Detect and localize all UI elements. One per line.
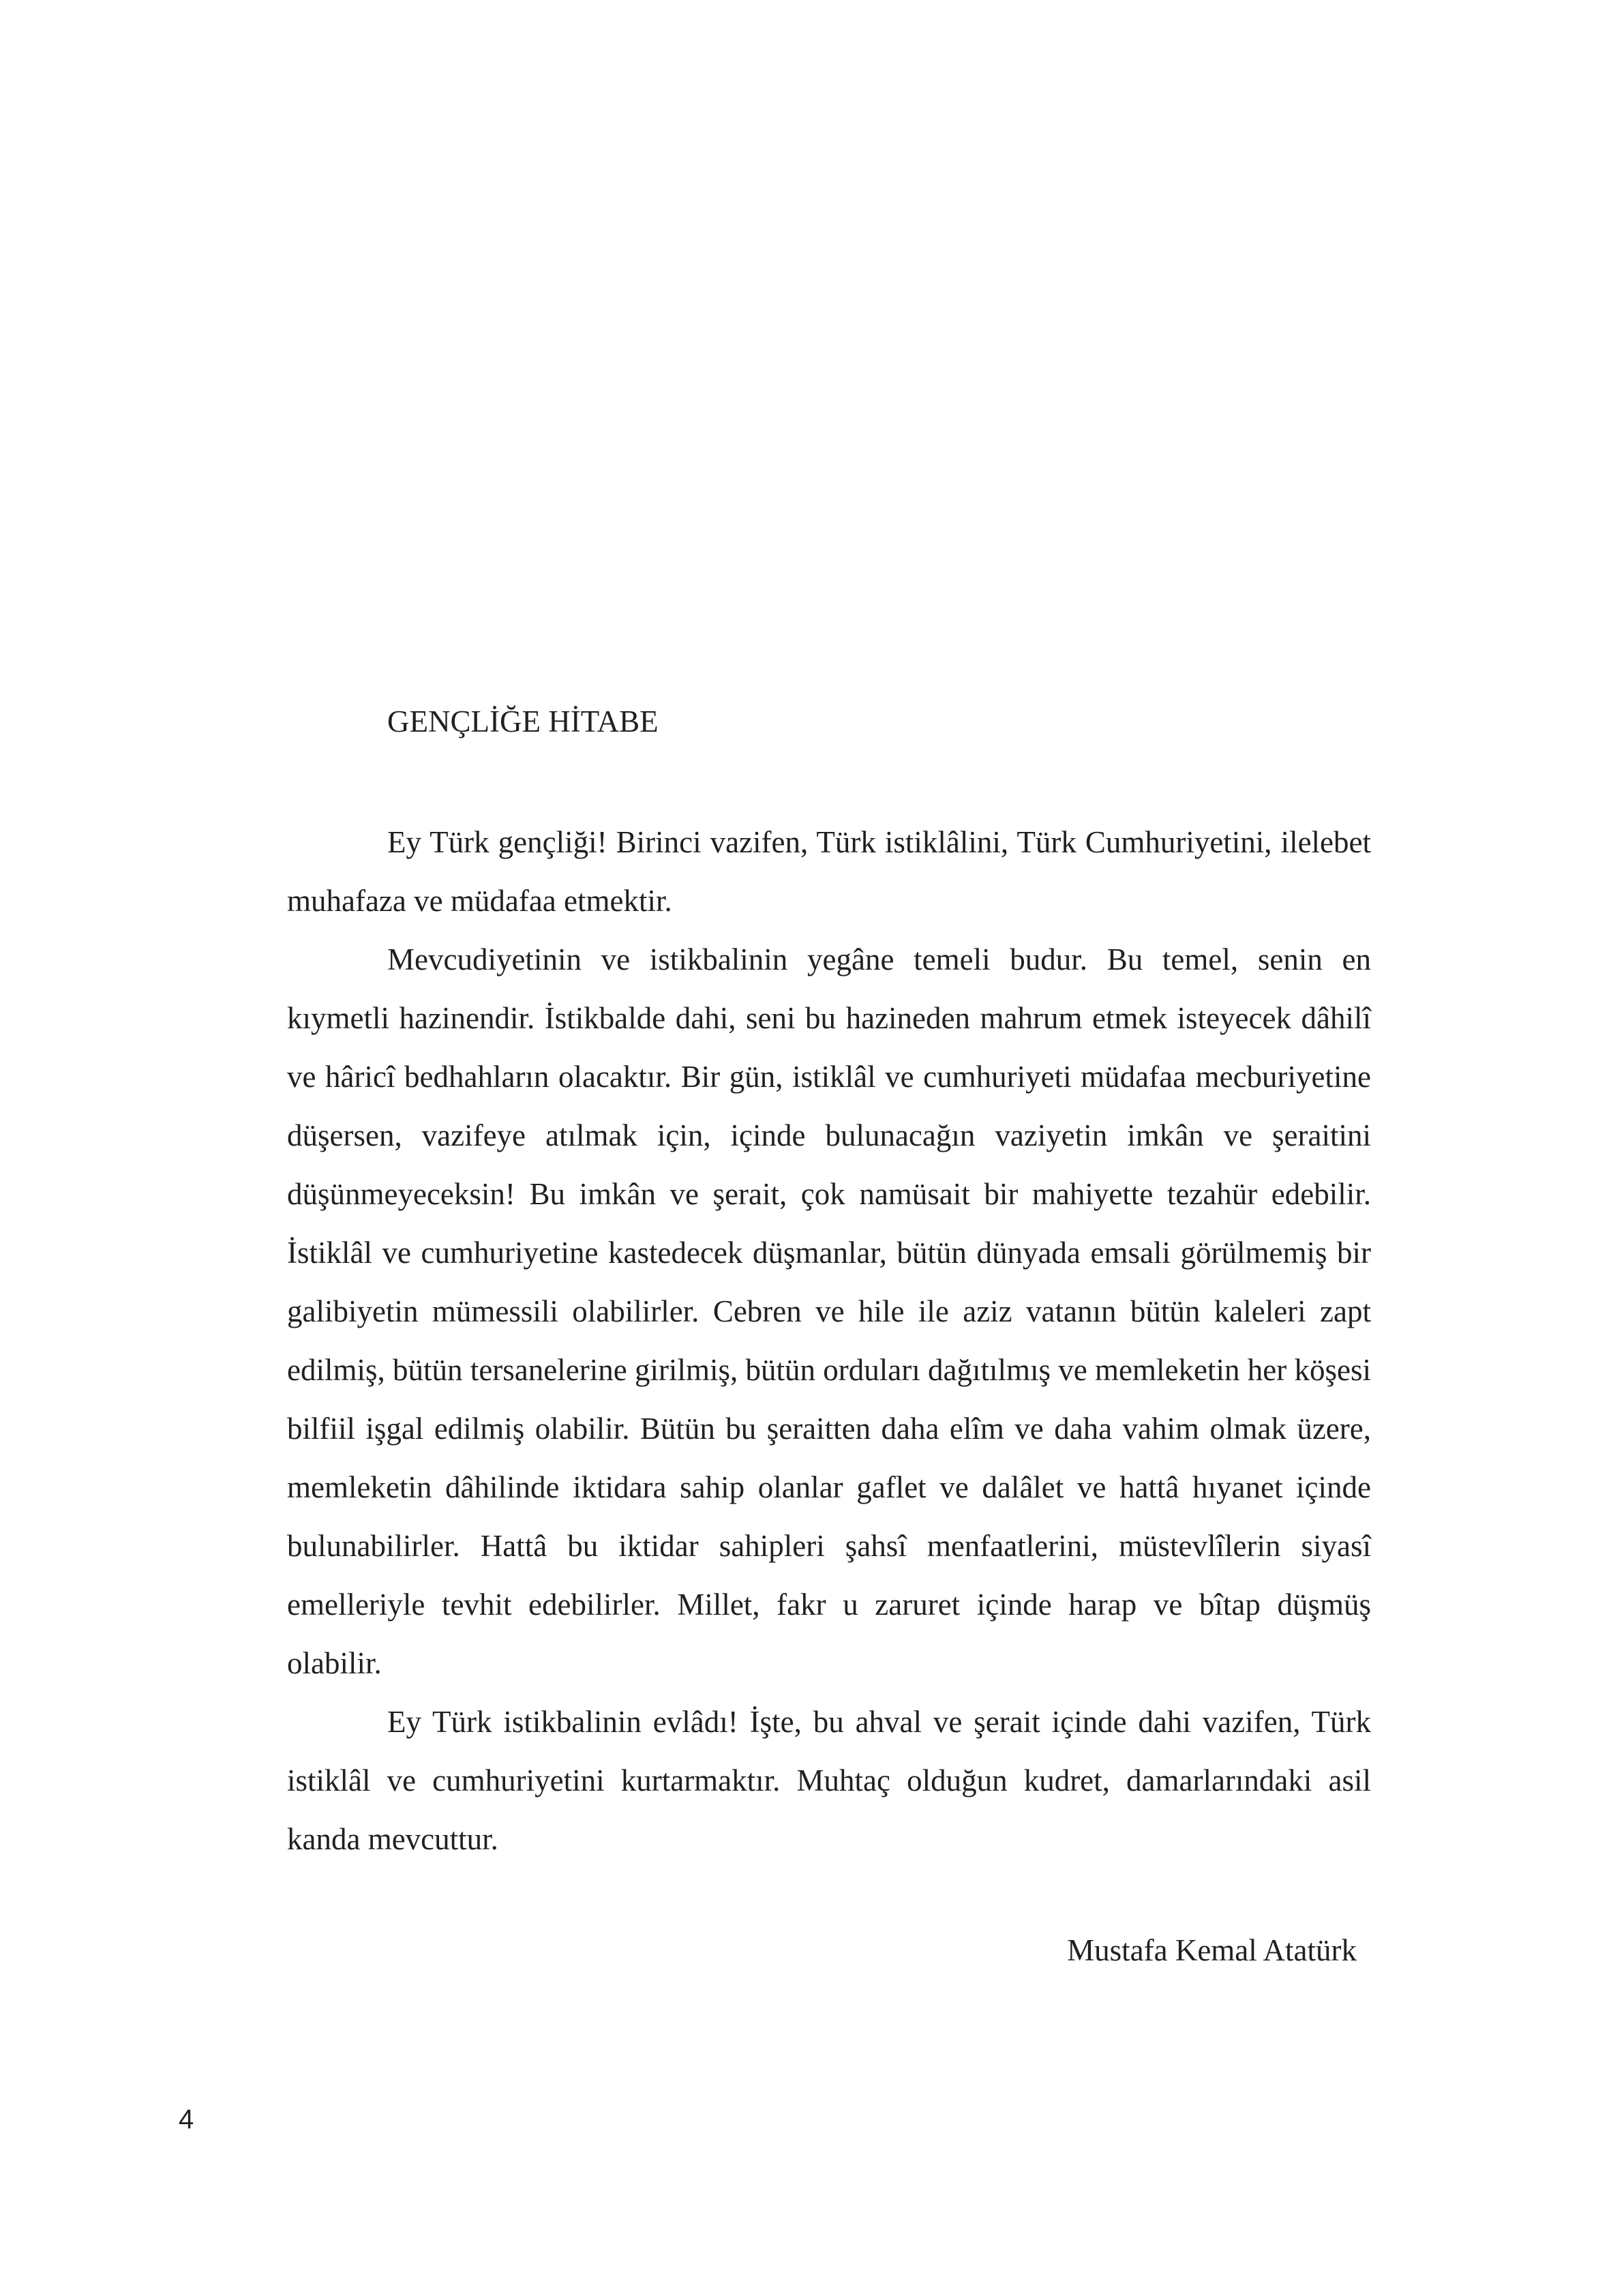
paragraph-3: Ey Türk istikbalinin evlâdı! İşte, bu ahval ve şerait içinde dahi vazifen, Türk istiklâl ve cumhuriyetini kurtarmaktır. Muhtaç olduğun kudret, damarlarındaki asil kanda mevcuttur.	[287, 1705, 1371, 1856]
page-number: 4	[179, 2104, 194, 2134]
paragraph-2: Mevcudiyetinin ve istikbalinin yegâne temeli budur. Bu temel, senin en kıymetli hazinendir. İstikbalde dahi, seni bu hazineden mahrum etmek isteyecek dâhilî ve hâricî bedhahların olacaktır. Bir gün, istiklâl ve cumhuriyeti müdafaa mecburiyetine düşersen, vazifeye atılmak için, içinde bulunacağın vaziyetin imkân ve şeraitini düşünmeyeceksin! Bu imkân ve şerait, çok namüsait bir mahiyette tezahür edebilir. İstiklâl ve cumhuriyetine kastedecek düşmanlar, bütün dünyada emsali görülmemiş bir galibiyetin mümessili olabilirler. Cebren ve hile ile aziz vatanın bütün kaleleri zapt edilmiş, bütün tersanelerine girilmiş, bütün orduları dağıtılmış ve memleketin her köşesi bilfiil işgal edilmiş olabilir. Bütün bu şeraitten daha elîm ve daha vahim olmak üzere, memleketin dâhilinde iktidara sahip olanlar gaflet ve dalâlet ve hattâ hıyanet içinde bulunabilirler. Hattâ bu iktidar sahipleri şahsî menfaatlerini, müstevlîlerin siyasî emelleriyle tevhit edebilirler. Millet, fakr u zaruret içinde harap ve bîtap düşmüş olabilir.	[287, 942, 1371, 1680]
document-title: GENÇLİĞE HİTABE	[387, 704, 659, 739]
signature: Mustafa Kemal Atatürk	[1067, 1933, 1357, 1967]
document-body	[287, 813, 1371, 1868]
paragraph-1: Ey Türk gençliği! Birinci vazifen, Türk istiklâlini, Türk Cumhuriyetini, ilelebet muhafaza ve müdafaa etmektir.	[287, 825, 1371, 918]
